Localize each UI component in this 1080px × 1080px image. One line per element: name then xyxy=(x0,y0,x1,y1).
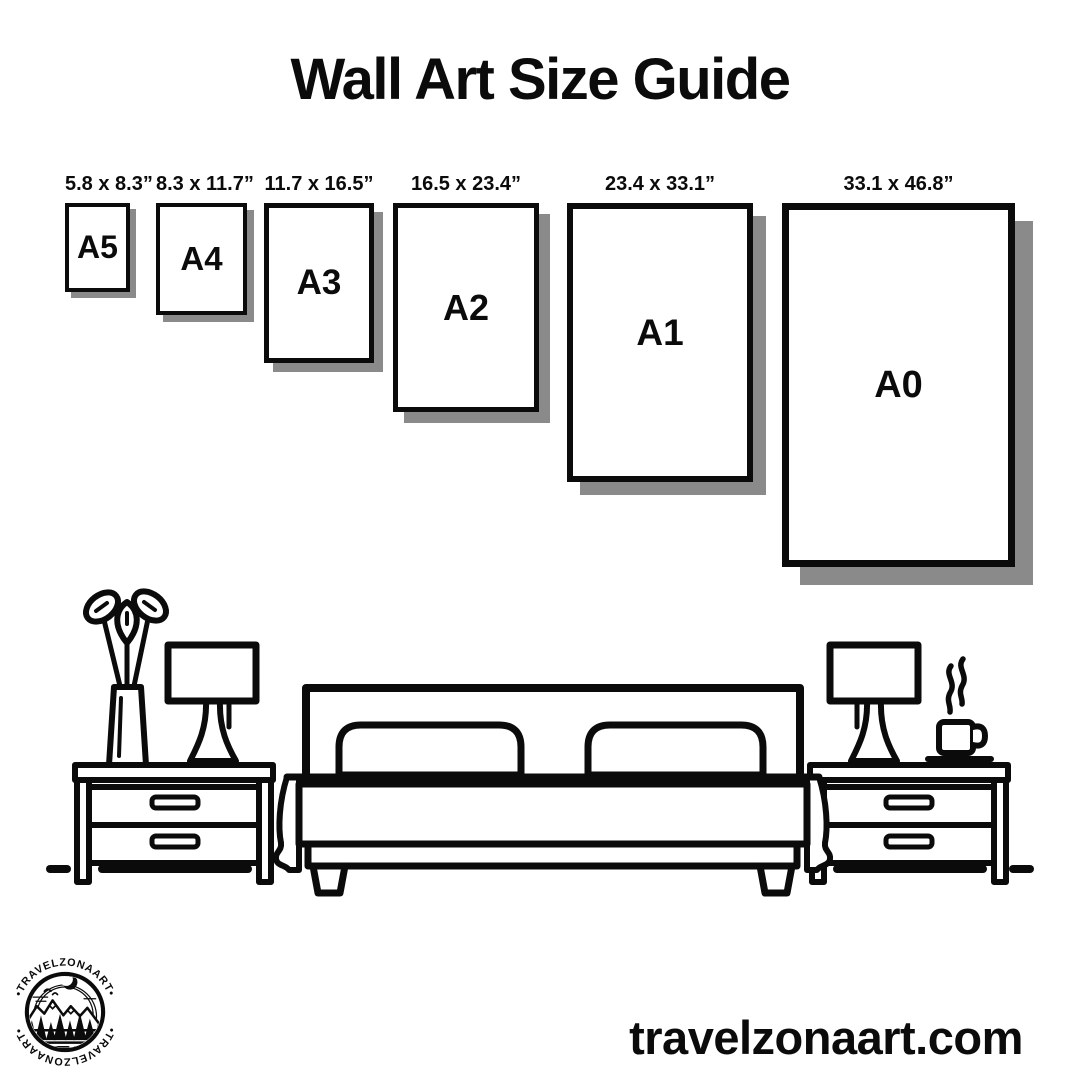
dimension-label-a5: 5.8 x 8.3” xyxy=(65,173,153,195)
dimension-label-a1: 23.4 x 33.1” xyxy=(604,173,716,195)
steam-icon xyxy=(960,659,964,704)
size-card-a1 xyxy=(567,203,753,482)
bed-foot-left xyxy=(313,866,345,893)
size-code-a0: A0 xyxy=(874,363,923,406)
size-code-a3: A3 xyxy=(296,263,342,302)
pillow-left xyxy=(339,725,521,775)
size-card-a4 xyxy=(156,203,247,315)
size-code-a4: A4 xyxy=(180,240,223,277)
size-card-a5 xyxy=(65,203,130,292)
size-code-a5: A5 xyxy=(77,229,118,265)
dimension-label-a4: 8.3 x 11.7” xyxy=(156,173,254,195)
size-code-a2: A2 xyxy=(442,286,490,328)
size-card-a0 xyxy=(782,203,1015,567)
page-title: Wall Art Size Guide xyxy=(290,47,790,112)
bed-foot-right xyxy=(760,866,792,893)
dimension-label-a0: 33.1 x 46.8” xyxy=(843,173,954,195)
coffee-cup-icon xyxy=(928,659,991,759)
logo-arc-text-top: •TRAVELZONAART• xyxy=(12,956,118,999)
nightstand-left-icon xyxy=(75,765,273,882)
logo-arc-text-bottom: •TRAVELZONAART• xyxy=(12,1025,118,1068)
table-lamp-right-icon xyxy=(830,645,918,761)
vase-plant-icon xyxy=(80,585,171,765)
bed-frame xyxy=(308,844,797,866)
pillow-right xyxy=(588,725,763,775)
dimension-label-a2: 16.5 x 23.4” xyxy=(410,173,522,195)
size-card-a3 xyxy=(264,203,374,363)
size-card-a2 xyxy=(393,203,539,412)
nightstand-right-icon xyxy=(810,765,1008,882)
double-bed-icon xyxy=(276,688,830,893)
size-code-a1: A1 xyxy=(636,311,684,353)
dimension-label-a3: 11.7 x 16.5” xyxy=(264,173,374,195)
mattress xyxy=(299,784,807,844)
brand-logo xyxy=(7,954,123,1070)
bedroom-illustration xyxy=(40,580,1040,900)
table-lamp-left-icon xyxy=(168,645,256,761)
website-url: travelzonaart.com xyxy=(629,1011,1023,1064)
steam-icon xyxy=(948,666,952,712)
